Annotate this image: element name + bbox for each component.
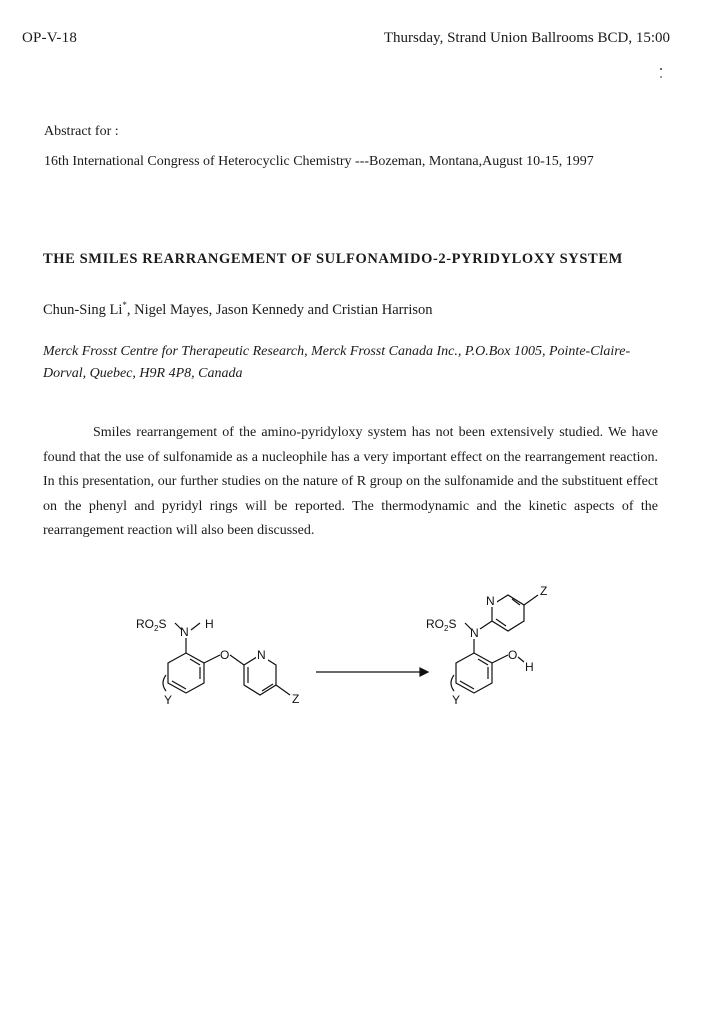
product-ro2s-label: $RO_2S$ <box>426 617 457 633</box>
scan-speck <box>660 76 662 78</box>
product-n-label: N <box>470 626 479 640</box>
reaction-scheme <box>120 575 600 725</box>
reactant-h-label: H <box>205 617 214 631</box>
reactant-structure <box>136 617 299 707</box>
substituent-bond <box>163 675 166 691</box>
corresponding-author: Chun-Sing Li <box>43 301 123 318</box>
reactant-o-label: O <box>220 648 230 662</box>
scan-speck <box>660 68 662 70</box>
abstract-body: Smiles rearrangement of the amino-pyridyloxy system has not been extensively studied. We have found that the use of sulfonamide as a nucleophile has a very important effect on the rearrangement reaction. In this presentation, our further studies on the nature of R group on the sulfonamide and the substituent effect on the phenyl and pyridyl rings will be reported. The thermodynamic and the kinetic aspects of the rearrangement reaction will also been discussed. <box>43 425 658 538</box>
co-authors: , Nigel Mayes, Jason Kennedy and Cristian Harrison <box>126 301 433 318</box>
double-bond <box>172 681 186 689</box>
product-structure <box>426 584 547 707</box>
bond <box>230 655 244 665</box>
substituent-bond <box>451 675 454 691</box>
bond <box>480 621 492 629</box>
bond <box>518 657 524 662</box>
double-bond <box>460 681 474 689</box>
reactant-z-label: Z <box>292 692 300 706</box>
congress-line: 16th International Congress of Heterocyclic Chemistry ---Bozeman, Montana,August 10-15, 1997 <box>44 154 594 169</box>
product-y-label: Y <box>452 693 461 707</box>
bond <box>191 623 200 630</box>
arrow-head <box>420 668 428 676</box>
affiliation: Merck Frosst Centre for Therapeutic Research, Merck Frosst Canada Inc., P.O.Box 1005, Pointe-Claire-Dorval, Quebec, H9R 4P8, Canada <box>43 344 631 381</box>
product-h-label: H <box>525 660 534 674</box>
product-z-label: Z <box>540 584 548 598</box>
bond <box>524 595 538 605</box>
phenyl-ring <box>456 653 492 693</box>
corresponding-mark: * <box>122 300 127 310</box>
author-list <box>43 300 433 319</box>
paper-title: THE SMILES REARRANGEMENT OF SULFONAMIDO-2-PYRIDYLOXY SYSTEM <box>43 251 623 267</box>
reactant-y-label: Y <box>164 693 173 707</box>
session-info: Thursday, Strand Union Ballrooms BCD, 15:00 <box>383 30 670 46</box>
bond <box>204 655 220 663</box>
reactant-n-label: N <box>180 625 189 639</box>
bond <box>492 655 508 663</box>
abstract-for-label: Abstract for : <box>44 124 119 139</box>
abstract-code: OP-V-18 <box>22 30 78 46</box>
reactant-ro2s-label: $RO_2S$ <box>136 617 167 633</box>
product-o-label: O <box>508 648 518 662</box>
product-ring-n-label: N <box>486 594 495 608</box>
bond <box>276 685 290 695</box>
phenyl-ring <box>168 653 204 693</box>
reactant-ring-n-label: N <box>257 648 266 662</box>
